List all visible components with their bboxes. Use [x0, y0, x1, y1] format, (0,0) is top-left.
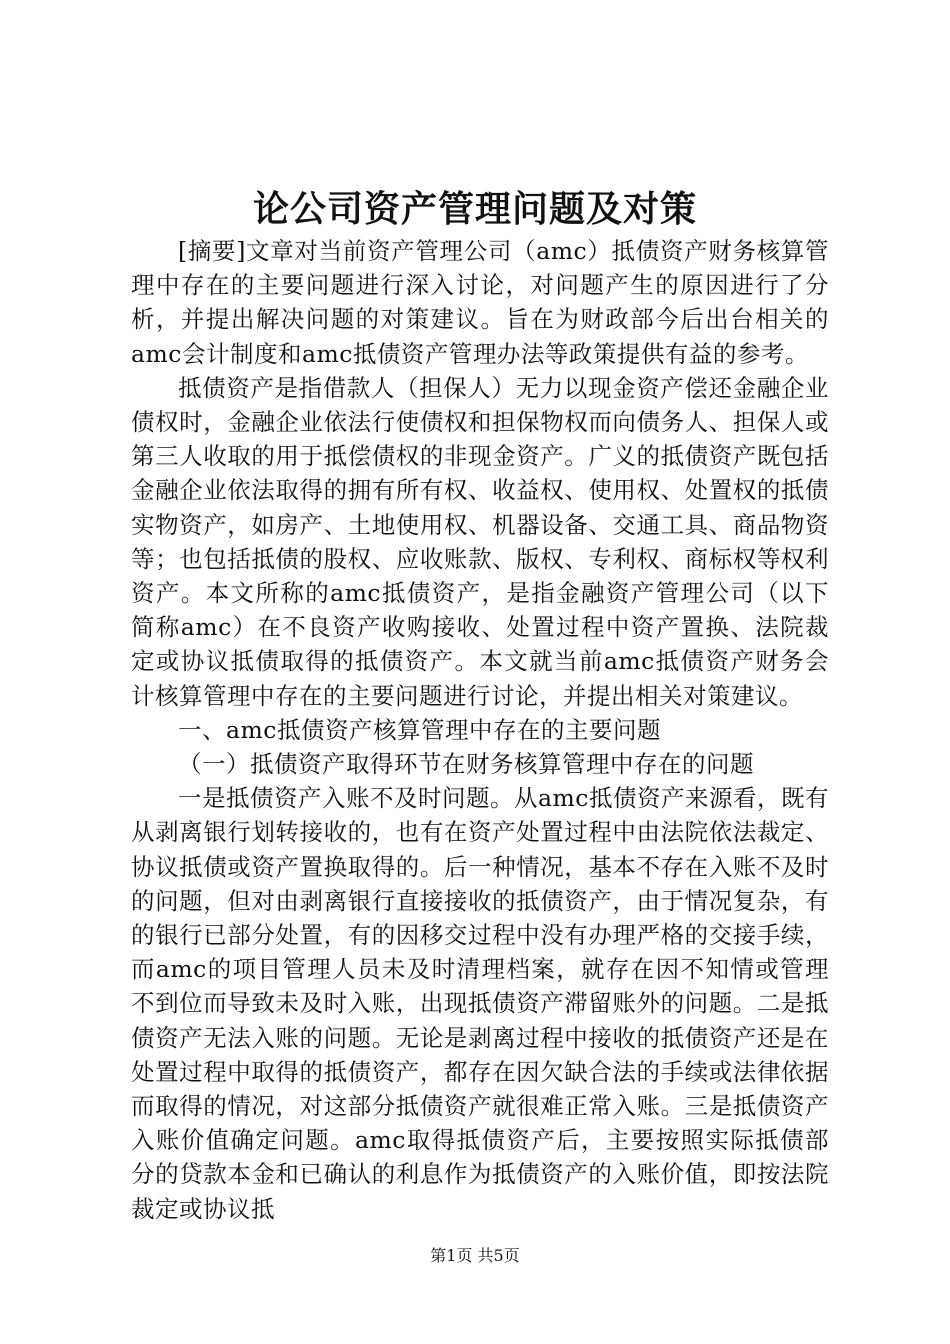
document-body	[131, 234, 829, 1226]
abstract-paragraph: [摘要]文章对当前资产管理公司（amc）抵债资产财务核算管理中存在的主要问题进行深入讨论，对问题产生的原因进行了分析，并提出解决问题的对策建议。旨在为财政部今后出台相关的amc会计制度和amc抵债资产管理办法等政策提供有益的参考。	[131, 237, 829, 368]
subsection-heading: （一）抵债资产取得环节在财务核算管理中存在的问题	[178, 750, 754, 779]
page-footer: 第1页 共5页	[430, 1246, 520, 1265]
body-paragraph: 一是抵债资产入账不及时问题。从amc抵债资产来源看，既有从剥离银行划转接收的，也有在资产处置过程中由法院依法裁定、协议抵债或资产置换取得的。后一种情况，基本不存在入账不及时的问题，但对由剥离银行直接接收的抵债资产，由于情况复杂，有的银行已部分处置，有的因移交过程中没有办理严格的交接手续，而amc的项目管理人员未及时清理档案，就存在因不知情或管理不到位而导致未及时入账，出现抵债资产滞留账外的问题。二是抵债资产无法入账的问题。无论是剥离过程中接收的抵债资产还是在处置过程中取得的抵债资产，都存在因欠缺合法的手续或法律依据而取得的情况，对这部分抵债资产就很难正常入账。三是抵债资产入账价值确定问题。amc取得抵债资产后，主要按照实际抵债部分的贷款本金和已确认的利息作为抵债资产的入账价值，即按法院裁定或协议抵	[131, 784, 829, 1223]
body-paragraph: 抵债资产是指借款人（担保人）无力以现金资产偿还金融企业债权时，金融企业依法行使债权和担保物权而向债务人、担保人或第三人收取的用于抵偿债权的非现金资产。广义的抵债资产既包括金融企业依法取得的拥有所有权、收益权、使用权、处置权的抵债实物资产，如房产、土地使用权、机器设备、交通工具、商品物资等；也包括抵债的股权、应收账款、版权、专利权、商标权等权利资产。本文所称的amc抵债资产，是指金融资产管理公司（以下简称amc）在不良资产收购接收、处置过程中资产置换、法院裁定或协议抵债取得的抵债资产。本文就当前amc抵债资产财务会计核算管理中存在的主要问题进行讨论，并提出相关对策建议。	[131, 373, 829, 710]
section-heading: 一、amc抵债资产核算管理中存在的主要问题	[178, 715, 661, 744]
document-title: 论公司资产管理问题及对策	[252, 188, 697, 230]
